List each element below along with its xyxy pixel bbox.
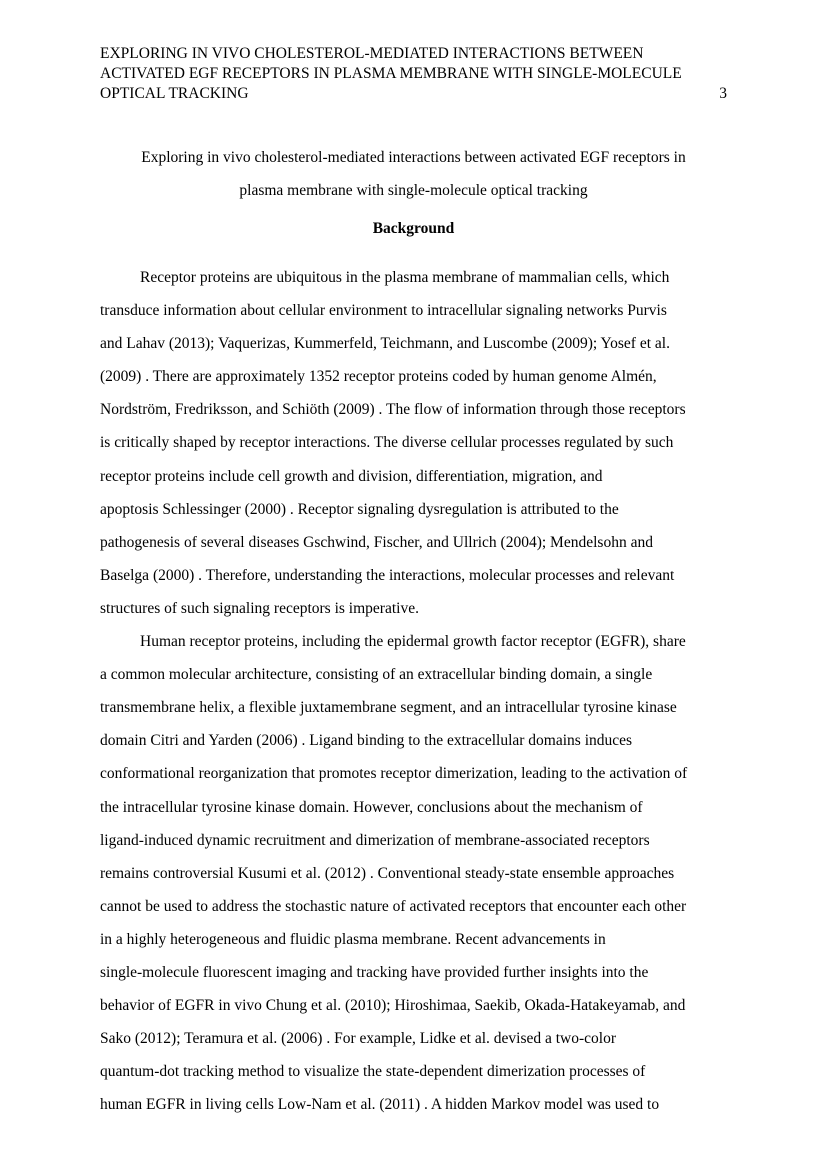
paragraph-line: Baselga (2000) . Therefore, understanding the interactions, molecular processes and relevant: [100, 566, 675, 584]
paragraph-line: pathogenesis of several diseases Gschwind, Fischer, and Ullrich (2004); Mendelsohn and: [100, 533, 653, 551]
paragraph-line: conformational reorganization that promotes receptor dimerization, leading to the activation of: [100, 765, 688, 783]
paragraph-line: the intracellular tyrosine kinase domain. However, conclusions about the mechanism of: [100, 798, 643, 816]
paragraph-line: quantum-dot tracking method to visualize the state-dependent dimerization processes of: [100, 1063, 646, 1081]
paragraph-line: behavior of EGFR in vivo Chung et al. (2010); Hiroshimaa, Saekib, Okada-Hatakeyamab, and: [100, 997, 686, 1015]
section-heading: Background: [372, 220, 455, 237]
running-head-line: EXPLORING IN VIVO CHOLESTEROL-MEDIATED INTERACTIONS BETWEEN: [100, 45, 644, 62]
paragraph-line: transduce information about cellular environment to intracellular signaling networks Purvis: [100, 302, 667, 320]
paragraph-line: and Lahav (2013); Vaquerizas, Kummerfeld, Teichmann, and Luscombe (2009); Yosef et al.: [100, 335, 670, 353]
paragraph-line: Sako (2012); Teramura et al. (2006) . For example, Lidke et al. devised a two-color: [100, 1030, 616, 1048]
paragraph-line: (2009) . There are approximately 1352 receptor proteins coded by human genome Almén,: [100, 368, 657, 386]
paragraph-line: a common molecular architecture, consisting of an extracellular binding domain, a single: [100, 666, 653, 684]
paragraph-line: remains controversial Kusumi et al. (2012) . Conventional steady-state ensemble approaches: [100, 864, 675, 882]
paragraph-line: in a highly heterogeneous and fluidic plasma membrane. Recent advancements in: [100, 930, 606, 948]
running-head-line: OPTICAL TRACKING: [100, 85, 249, 102]
paragraph-line: ligand-induced dynamic recruitment and dimerization of membrane-associated receptors: [100, 831, 650, 849]
paragraph-line: transmembrane helix, a flexible juxtamembrane segment, and an intracellular tyrosine kinase: [100, 699, 677, 717]
paragraph-line: single-molecule fluorescent imaging and tracking have provided further insights into the: [100, 963, 649, 981]
paragraph-line: Nordström, Fredriksson, and Schiöth (2009) . The flow of information through those receptors: [100, 401, 686, 419]
paragraph-line: structures of such signaling receptors is imperative.: [100, 599, 419, 617]
paragraph-line: human EGFR in living cells Low-Nam et al. (2011) . A hidden Markov model was used to: [100, 1096, 660, 1114]
title-line: plasma membrane with single-molecule optical tracking: [239, 182, 588, 199]
paragraph-line: is critically shaped by receptor interactions. The diverse cellular processes regulated by such: [100, 434, 674, 452]
running-head-last-row: [100, 84, 727, 104]
paragraph-line: cannot be used to address the stochastic nature of activated receptors that encounter each other: [100, 897, 687, 915]
page-number: 3: [719, 85, 727, 102]
paper-title: [100, 141, 727, 207]
body-text: [100, 261, 730, 1121]
title-line: Exploring in vivo cholesterol-mediated interactions between activated EGF receptors in: [141, 149, 686, 166]
running-head: [100, 44, 727, 104]
paragraph-line: apoptosis Schlessinger (2000) . Receptor signaling dysregulation is attributed to the: [100, 500, 619, 518]
paragraph-line: Receptor proteins are ubiquitous in the plasma membrane of mammalian cells, which: [140, 269, 670, 286]
paragraph-line: domain Citri and Yarden (2006) . Ligand binding to the extracellular domains induces: [100, 732, 633, 750]
paragraph-line: Human receptor proteins, including the epidermal growth factor receptor (EGFR), share: [140, 633, 686, 651]
paragraph-line: receptor proteins include cell growth and division, differentiation, migration, and: [100, 467, 603, 485]
running-head-line: ACTIVATED EGF RECEPTORS IN PLASMA MEMBRANE WITH SINGLE-MOLECULE: [100, 65, 682, 82]
